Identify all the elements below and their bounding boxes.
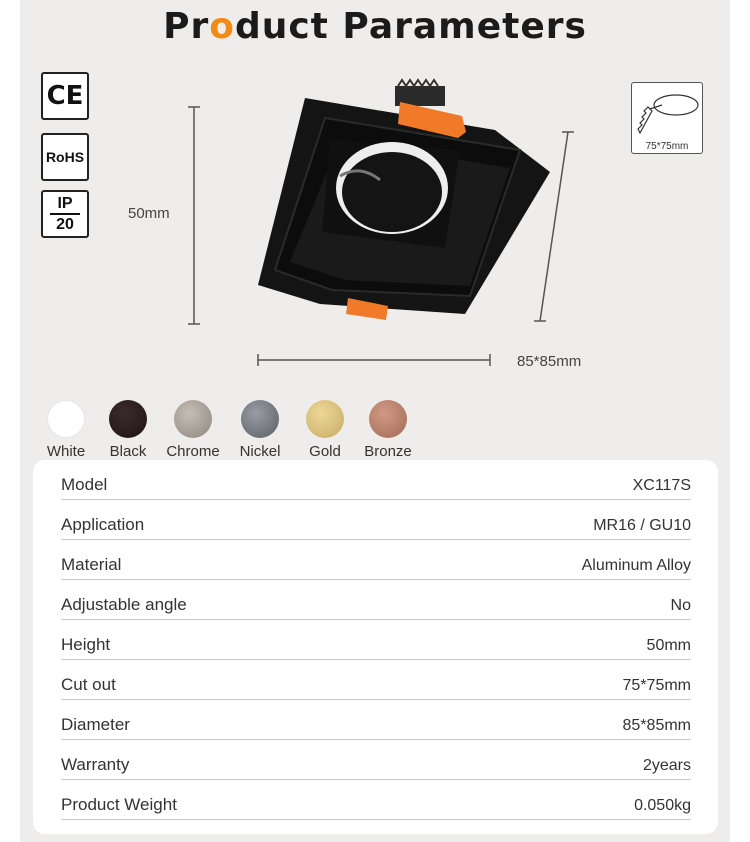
color-option-bronze[interactable] (358, 400, 418, 460)
spec-value: 0.050kg (634, 797, 691, 814)
spec-value: 75*75mm (622, 677, 691, 694)
ce-mark-icon: CE (41, 72, 89, 120)
spec-row-product-weight (61, 780, 691, 820)
spec-value: 2years (642, 757, 691, 774)
swatch-label: Bronze (364, 443, 412, 460)
spec-row-material (61, 540, 691, 580)
spec-key: Adjustable angle (61, 595, 187, 614)
swatch-label: Chrome (166, 443, 220, 460)
spec-key: Diameter (61, 715, 130, 734)
page-title: Product Parameters (163, 6, 587, 47)
swatch-label: Nickel (239, 443, 281, 460)
swatch-label: Black (109, 443, 147, 460)
spec-value: MR16 / GU10 (593, 517, 691, 534)
color-option-gold[interactable] (295, 400, 355, 460)
color-option-white[interactable] (36, 400, 96, 460)
spec-value: 50mm (646, 637, 691, 654)
spec-row-application (61, 500, 691, 540)
ip20-badge-icon: IP 20 (41, 190, 89, 238)
spec-key: Cut out (61, 675, 116, 694)
color-option-black[interactable] (98, 400, 158, 460)
spec-row-height (61, 620, 691, 660)
swatch-dot (369, 400, 407, 438)
spec-value: XC117S (632, 477, 691, 494)
swatch-label: White (46, 443, 86, 460)
spec-row-model (61, 460, 691, 500)
color-option-chrome[interactable] (163, 400, 223, 460)
swatch-dot (241, 400, 279, 438)
swatch-dot (174, 400, 212, 438)
color-option-nickel[interactable] (230, 400, 290, 460)
spec-key: Warranty (61, 755, 130, 774)
swatch-dot (47, 400, 85, 438)
spec-table (33, 460, 718, 834)
swatch-label: Gold (309, 443, 341, 460)
height-dimension-label: 50mm (128, 205, 170, 222)
spec-key: Model (61, 475, 108, 494)
spec-row-cut-out (61, 660, 691, 700)
product-illustration (0, 0, 750, 400)
rohs-badge-icon: RoHS (41, 133, 89, 181)
spec-row-adjustable-angle (61, 580, 691, 620)
spec-row-diameter (61, 700, 691, 740)
width-dimension-label: 85*85mm (517, 353, 582, 370)
spec-key: Application (61, 515, 145, 534)
cutout-label: 75*75mm (645, 141, 689, 152)
spec-key: Height (61, 635, 111, 654)
swatch-dot (306, 400, 344, 438)
spec-value: Aluminum Alloy (581, 557, 691, 574)
spec-key: Material (61, 555, 122, 574)
spec-key: Product Weight (61, 795, 177, 814)
spec-value: 85*85mm (622, 717, 691, 734)
spec-value: No (670, 597, 691, 614)
spec-row-warranty (61, 740, 691, 780)
swatch-dot (109, 400, 147, 438)
